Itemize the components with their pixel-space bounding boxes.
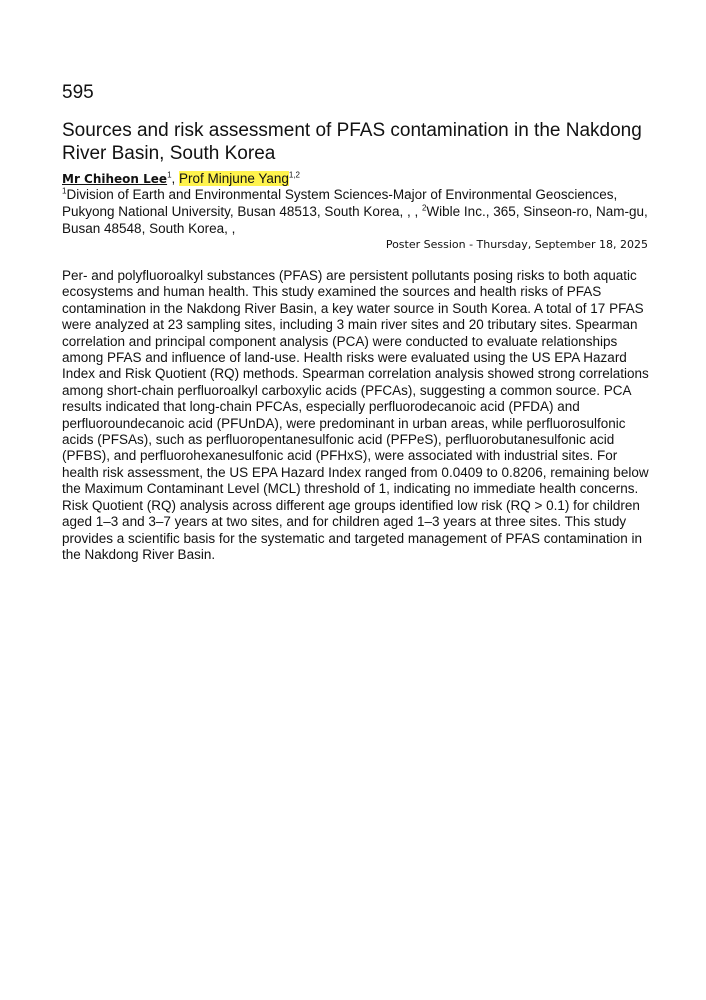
author-separator: , [171,171,180,186]
affiliation-2: Wible Inc., 365, Sinseon-ro, Nam-gu, Busan 48548, South Korea, , [62,204,648,236]
session-info: Poster Session - Thursday, September 18, 2025 [385,238,648,251]
second-author-affiliation-mark: 1,2 [288,170,300,180]
presenting-author: Mr Chiheon Lee [62,172,168,186]
affiliations [62,186,652,237]
affiliation-1-mark: 1 [62,186,67,196]
abstract-body: Per- and polyfluoroalkyl substances (PFAS) are persistent pollutants posing risks to both aquatic ecosystems and human health. This study examined the sources and health risks of PFAS contamination in the Nakdong River Basin, a key water source in South Korea. A total of 17 PFAS were analyzed at 23 sampling sites, including 3 main river sites and 20 tributary sites. Spearman correlation and principal component analysis (PCA) were conducted to evaluate relationships among PFAS and influence of land-use. Health risks were evaluated using the US EPA Hazard Index and Risk Quotient (RQ) methods. Spearman correlation analysis showed strong correlations among short-chain perfluoroalkyl carboxylic acids (PFCAs), suggesting a common source. PCA results indicated that long-chain PFCAs, especially perfluorodecanoic acid (PFDA) and perfluoroundecanoic acid (PFUnDA), were predominant in urban areas, while perfluorosulfonic acids (PFSAs), such as perfluoropentanesulfonic acid (PFPeS), perfluorobutanesulfonic acid (PFBS), and perfluorohexanesulfonic acid (PFHxS), were associated with industrial sites. For health risk assessment, the US EPA Hazard Index ranged from 0.0409 to 0.8206, remaining below the Maximum Contaminant Level (MCL) threshold of 1, indicating no immediate health concerns. Risk Quotient (RQ) analysis across different age groups identified low risk (RQ > 0.1) for children aged 1–3 and 3–7 years at two sites, and for children aged 1–3 years at three sites. This study provides a scientific basis for the systematic and targeted management of PFAS contamination in the Nakdong River Basin. [62,268,649,562]
highlighted-author: Prof Minjune Yang [179,171,289,186]
presenter-affiliation-mark: 1 [167,170,172,180]
abstract-number: 595 [62,82,94,103]
paper-title: Sources and risk assessment of PFAS contamination in the Nakdong River Basin, South Korea [62,120,642,164]
affiliation-1: Division of Earth and Environmental System Sciences-Major of Environmental Geosciences, Pukyong National University, Busan 48513, South Korea, , , [62,187,618,219]
affiliation-2-mark: 2 [421,203,427,213]
